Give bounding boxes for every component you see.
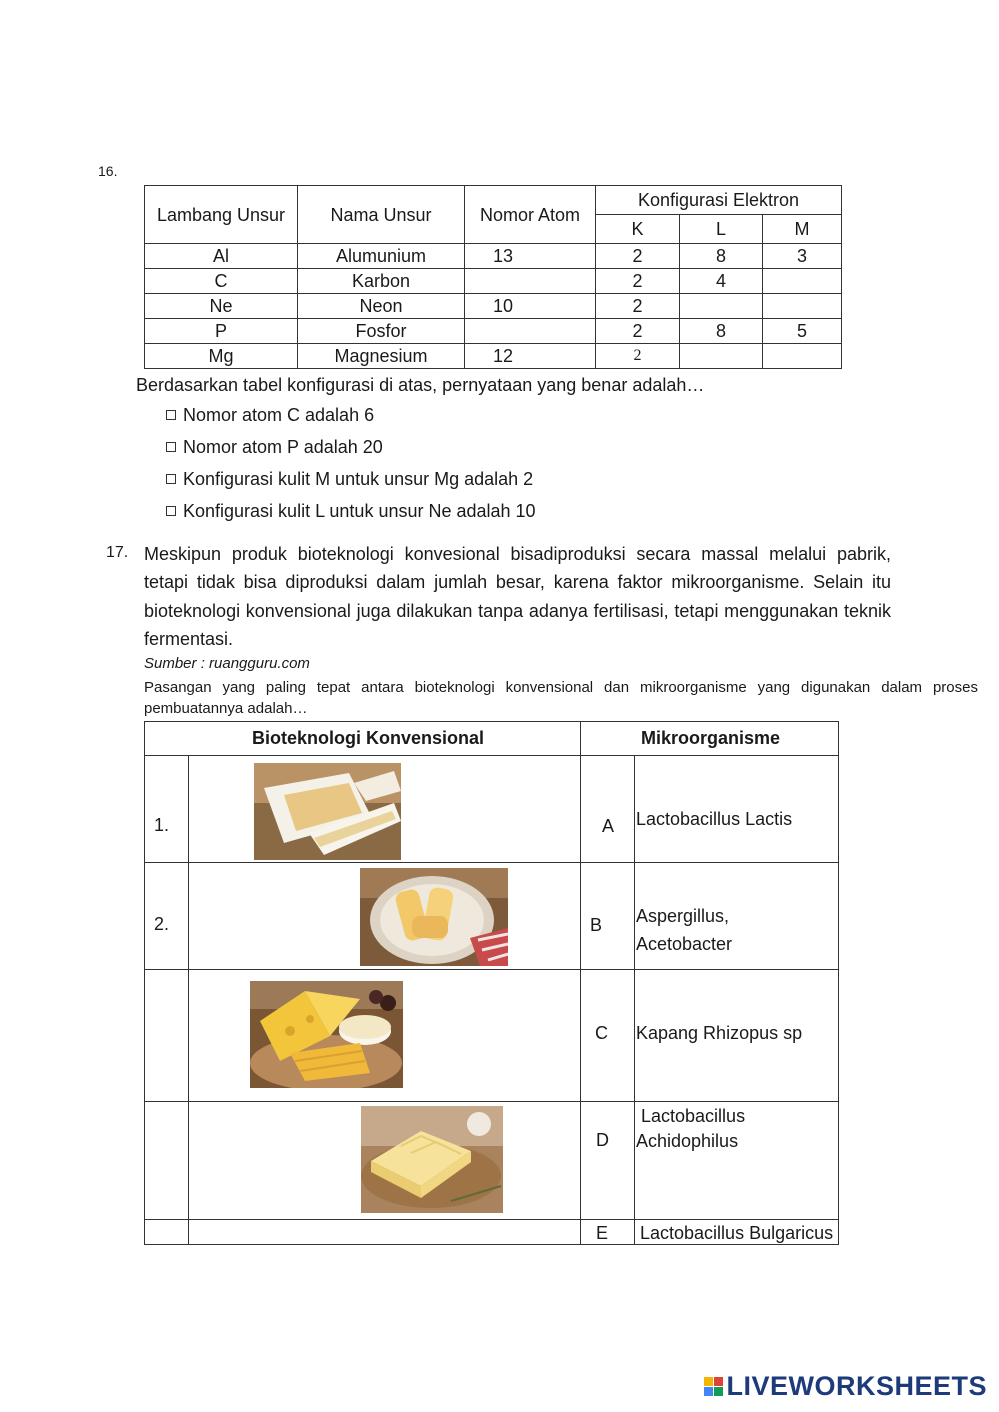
cell-m: 5	[763, 319, 842, 344]
option-item[interactable]	[166, 405, 374, 426]
option-label: Konfigurasi kulit M untuk unsur Mg adalah 2	[183, 469, 534, 489]
cell-atomic-number: 10	[465, 294, 596, 319]
question-16-stem: Berdasarkan tabel konfigurasi di atas, pernyataan yang benar adalah…	[136, 375, 705, 395]
tempe-photo	[254, 763, 401, 860]
cell-symbol: Al	[145, 244, 298, 269]
butter-photo	[361, 1106, 503, 1213]
question-number-16: 16.	[98, 163, 118, 179]
option-letter: D	[596, 1130, 609, 1150]
header-m: M	[763, 215, 842, 244]
cell-m	[763, 269, 842, 294]
option-item[interactable]	[166, 437, 383, 458]
table-row	[145, 294, 842, 319]
option-letter: B	[590, 915, 603, 935]
organism-name[interactable]: Lactobacillus Achidophilus	[636, 1106, 746, 1151]
checkbox[interactable]	[166, 410, 176, 420]
option-letter: A	[602, 816, 615, 836]
cell-symbol: C	[145, 269, 298, 294]
cell-l[interactable]	[680, 344, 763, 369]
cell-atomic-number: 12	[465, 344, 596, 369]
checkbox[interactable]	[166, 474, 176, 484]
cell-m[interactable]	[763, 344, 842, 369]
cell-k: 2	[596, 269, 680, 294]
cell-k: 2	[596, 244, 680, 269]
cell-atomic-number[interactable]	[465, 319, 596, 344]
organism-name[interactable]: Kapang Rhizopus sp	[636, 1023, 803, 1043]
matching-table	[144, 721, 839, 1245]
checkbox[interactable]	[166, 506, 176, 516]
header-biotechnology: Bioteknologi Konvensional	[252, 728, 485, 748]
option-label: Nomor atom P adalah 20	[183, 437, 383, 457]
cell-l	[680, 294, 763, 319]
organism-name[interactable]: Aspergillus, Acetobacter	[636, 906, 733, 954]
question-17-prompt: Pasangan yang paling tepat antara bioteknologi konvensional dan mikroorganisme yang digunakan dalam proses pembuatannya adalah…	[144, 679, 978, 717]
row-number: 1.	[154, 815, 170, 835]
cell-atomic-number[interactable]	[465, 269, 596, 294]
organism-name[interactable]: Lactobacillus Lactis	[636, 809, 793, 829]
checkbox[interactable]	[166, 442, 176, 452]
cell-l: 8	[680, 319, 763, 344]
cell-atomic-number: 13	[465, 244, 596, 269]
cell-symbol: P	[145, 319, 298, 344]
header-l: L	[680, 215, 763, 244]
option-label: Nomor atom C adalah 6	[183, 405, 375, 425]
cell-name: Alumunium	[298, 244, 465, 269]
cell-name: Magnesium	[298, 344, 465, 369]
option-label: Konfigurasi kulit L untuk unsur Ne adalah 10	[183, 501, 536, 521]
option-letter: E	[596, 1223, 609, 1243]
liveworksheets-logo	[704, 1371, 987, 1402]
header-k: K	[596, 215, 680, 244]
cell-l: 4	[680, 269, 763, 294]
header-name: Nama Unsur	[298, 186, 465, 244]
table-row	[145, 319, 842, 344]
cell-k: 2	[596, 294, 680, 319]
logo-mark-icon	[704, 1377, 723, 1396]
table-row	[145, 244, 842, 269]
header-microorganism: Mikroorganisme	[641, 728, 781, 748]
header-configuration: Konfigurasi Elektron	[596, 186, 842, 215]
question-number-17: 17.	[106, 544, 129, 561]
table-row	[145, 344, 842, 369]
cell-m: 3	[763, 244, 842, 269]
cell-m	[763, 294, 842, 319]
header-symbol: Lambang Unsur	[145, 186, 298, 244]
cheese-photo	[250, 981, 403, 1088]
option-letter: C	[595, 1023, 608, 1043]
cell-name: Karbon	[298, 269, 465, 294]
question-17-paragraph: Meskipun produk bioteknologi konvesional bisadiproduksi secara massal melalui pabrik, tetapi tidak bisa diproduksi dalam jumlah besar, karena faktor mikroorganisme. Selain itu bioteknologi konvensional juga dilakukan tanpa adanya fertilisasi, tetapi menggunakan teknik fermentasi.	[144, 544, 891, 649]
table-row	[145, 269, 842, 294]
cell-symbol: Ne	[145, 294, 298, 319]
organism-name[interactable]: Lactobacillus Bulgaricus	[640, 1223, 834, 1243]
cell-k: 2	[596, 344, 680, 369]
option-item[interactable]	[166, 501, 536, 522]
tape-photo	[360, 868, 508, 966]
row-number: 2.	[154, 914, 170, 934]
electron-configuration-table	[144, 185, 842, 369]
header-atomic-number: Nomor Atom	[465, 186, 596, 244]
source-citation: Sumber : ruangguru.com	[144, 655, 310, 672]
cell-name: Neon	[298, 294, 465, 319]
cell-l: 8	[680, 244, 763, 269]
cell-symbol: Mg	[145, 344, 298, 369]
cell-k: 2	[596, 319, 680, 344]
cell-name: Fosfor	[298, 319, 465, 344]
logo-text: LIVEWORKSHEETS	[726, 1371, 987, 1401]
option-item[interactable]	[166, 469, 533, 490]
